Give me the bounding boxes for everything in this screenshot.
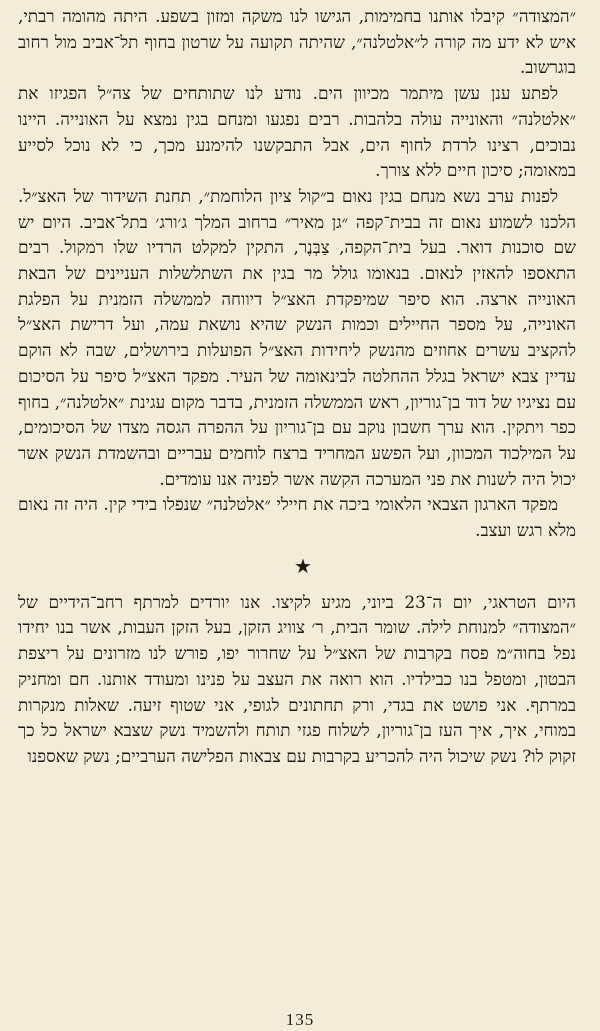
paragraph-tragic-day: היום הטראגי, יום ה־23 ביוני, מגיע לקיצו. אנו יורדים למרתף רחב־הידיים של ״המצודה״ למנוחת לילה. שומר הבית, ר׳ צוויג הזקן, בעל הזקן העבות, אשר בנו יחידו נפל בחוה״מ פסח בקרבות של האצ״ל על שחרור יפו, פורש לנו מזרונים על ריצפת הבטון, ומטפל בנו כבילדיו. הוא רואה את העצב על פנינו ומעודד אותנו. חם ומחניק במרתף. אני פושט את בגדי, ורק תחתונים לגופי, אני שטוף זיעה. שאלות מנקרות במוחי, איך, איך העז בן־גוריון, לשלוח פגזי תותח ולהשמיד נשק שצבא ישראל כל כך זקוק לו? נשק שיכול היה להכריע בקרבות עם צבאות הפלישה הערביים; נשק שאספנו	[18, 591, 576, 766]
paragraph-continuation: ״המצודה״ קיבלו אותנו בחמימות, הגישו לנו משקה ומזון בשפע. היתה מהומה רבתי, איש לא ידע מה קורה ל״אלטלנה״, שהיתה תקועה על שרטון בחוף תל־אביב מול רחוב בוגרשוב.	[18, 6, 576, 78]
paragraph-smoke-cloud: לפתע ענן עשן מיתמר מכיוון הים. נודע לנו שתותחים של צה״ל הפגיזו את ״אלטלנה״ והאונייה עולה בלהבות. רבים נפגעו ומנחם בגין נמצא על האונייה. היינו נבוכים, רצינו לרדת לחוף הים, אבל התבקשנו להימנע מכך, כי לא נוכל לסייע במאומה; סיכון חיים ללא צורך.	[18, 83, 576, 181]
section-separator-star: ★	[294, 553, 312, 578]
paragraph-begin-speech: לפנות ערב נשא מנחם בגין נאום ב״קול ציון הלוחמת״, תחנת השידור של האצ״ל. הלכנו לשמוע נאום זה בבית־קפה ״גן מאיר״ ברחוב המלך ג׳ורג׳ בתל־אביב. היום יש שם סוכנות דואר. בעל בית־הקפה, צַבְּנֶר, התקין למקלט הרדיו שלו רמקול. רבים התאספו להאזין לנאום. בנאומו גולל מר בגין את השתלשלות העניינים של הבאת האונייה ארצה. הוא סיפר שמיפקדת האצ״ל דיווחה לממשלה הזמנית על הפלגת האונייה, על מספר החיילים וכמות הנשק שהיא נושאת עמה, ועל דרישת האצ״ל להקציב עשרים אחוזים מהנשק ליחידות האצ״ל הפועלות בירושלים, שבה לא הוקם עדיין צבא ישראל בגלל ההחלטה לבינאומה של העיר. מפקד האצ״ל סיפר על הסיכום עם נציגיו של דוד בן־גוריון, ראש הממשלה הזמנית, בדבר מקום עגינת ״אלטלנה״, בחוף כפר ויתקין. הוא ערך חשבון נוקב עם בן־גוריון על ההפרה הגסה מצדו של הסיכומים, על המילכוד המכוון, ועל הפשע המחריד ברצח לוחמים עבריים ובהשמדת הנשק אשר יכול היה לשנות את פני המערכה הקשה אשר לפניה אנו עומדים.	[18, 185, 576, 489]
book-page	[0, 4, 600, 1031]
page-number: 135	[285, 1010, 315, 1029]
paragraph-lament: מפקד הארגון הצבאי הלאומי ביכה את חיילי ״אלטלנה״ שנפלו בידי קין. היה זה נאום מלא רגש ועצב.	[18, 494, 576, 541]
